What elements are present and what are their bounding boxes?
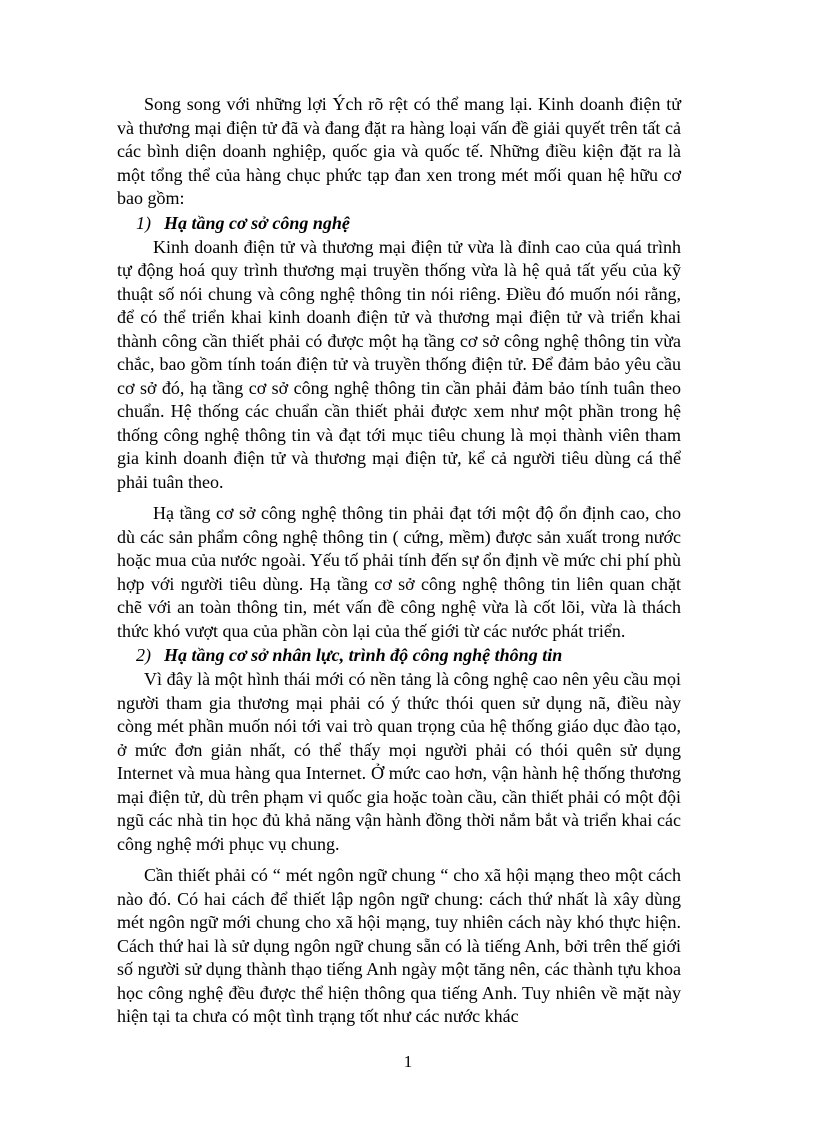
section-number: 2): [136, 645, 151, 665]
section-title: Hạ tầng cơ sở công nghệ: [164, 212, 350, 233]
document-page: [117, 93, 681, 1029]
section-title: Hạ tầng cơ sở nhân lực, trình độ công nghệ thông tin: [164, 645, 563, 665]
section-number: 1): [136, 212, 151, 233]
section-heading-2: [117, 643, 681, 668]
intro-paragraph: Song song với những lợi Ých rõ rệt có thể mang lại. Kinh doanh điện tử và thương mại điện tử đã và đang đặt ra hàng loại vấn đề giải quyết trên tất cả các bình diện doanh nghiệp, quốc gia và quốc tế. Những điều kiện đặt ra là một tổng thể của hàng chục phức tạp đan xen trong mét mối quan hệ hữu cơ bao gồm:: [117, 94, 681, 208]
section-heading-1: [117, 211, 681, 236]
page-number: 1: [403, 1052, 413, 1071]
section-2-paragraph-2: Cần thiết phải có “ mét ngôn ngữ chung “ cho xã hội mạng theo một cách nào đó. Có hai cách để thiết lập ngôn ngữ chung: cách thứ nhất là xây dùng mét ngôn ngữ mới chung cho xã hội mạng, tuy nhiên cách này khó thực hiện. Cách thứ hai là sử dụng ngôn ngữ chung sẵn có là tiếng Anh, bởi trên thế giới số người sử dụng thành thạo tiếng Anh ngày một tăng nên, các thành tựu khoa học công nghệ đều được thể hiện thông qua tiếng Anh. Tuy nhiên về mặt này hiện tại ta chưa có một tình trạng tốt như các nước khác: [117, 865, 681, 1026]
section-2-paragraph-1: Vì đây là một hình thái mới có nền tảng là công nghệ cao nên yêu cầu mọi người tham gia thương mại phải có ý thức thói quen sử dụng nã, điều này còng mét phần muốn nói tới vai trò quan trọng của hệ thống giáo dục đào tạo, ở mức đơn giản nhất, có thể thấy mọi người phải có thói quên sử dụng Internet và mua hàng qua Internet. Ở mức cao hơn, vận hành hệ thống thương mại điện tử, dù trên phạm vi quốc gia hoặc toàn cầu, cần thiết phải có một đội ngũ các nhà tin học đủ khả năng vận hành đồng thời nắm bắt và triển khai các công nghệ mới phục vụ chung.: [117, 669, 681, 854]
section-1-paragraph-2: Hạ tầng cơ sở công nghệ thông tin phải đạt tới một độ ổn định cao, cho dù các sản phẩm công nghệ thông tin ( cứng, mềm) được sản xuất trong nước hoặc mua của nước ngoài. Yếu tố phải tính đến sự ổn định về mức chi phí phù hợp với người tiêu dùng. Hạ tầng cơ sở công nghệ thông tin liên quan chặt chẽ với an toàn thông tin, mét vấn đề công nghệ vừa là cốt lõi, vừa là thách thức khó vượt qua của phần còn lại của thế giới từ các nước phát triển.: [117, 503, 681, 641]
section-1-paragraph-1: Kinh doanh điện tử và thương mại điện tử vừa là đỉnh cao của quá trình tự động hoá quy trình thương mại truyền thống vừa là hệ quả tất yếu của kỹ thuật số nói chung và công nghệ thông tin nói riêng. Điều đó muốn nói rằng, để có thể triển khai kinh doanh điện tử và thương mại điện tử và triển khai thành công cần thiết phải có được một hạ tầng cơ sở công nghệ thông tin vừa chắc, bao gồm tính toán điện tử và truyền thống điện tử. Để đảm bảo yêu cầu cơ sở đó, hạ tầng cơ sở công nghệ thông tin cần phải đảm bảo tính tuân theo chuẩn. Hệ thống các chuẩn cần thiết phải được xem như một phần trong hệ thống công nghệ thông tin và đạt tới mục tiêu chung là mọi thành viên tham gia kinh doanh điện tử và thương mại điện tử, kể cả người tiêu dùng cá thể phải tuân theo.: [117, 236, 681, 492]
